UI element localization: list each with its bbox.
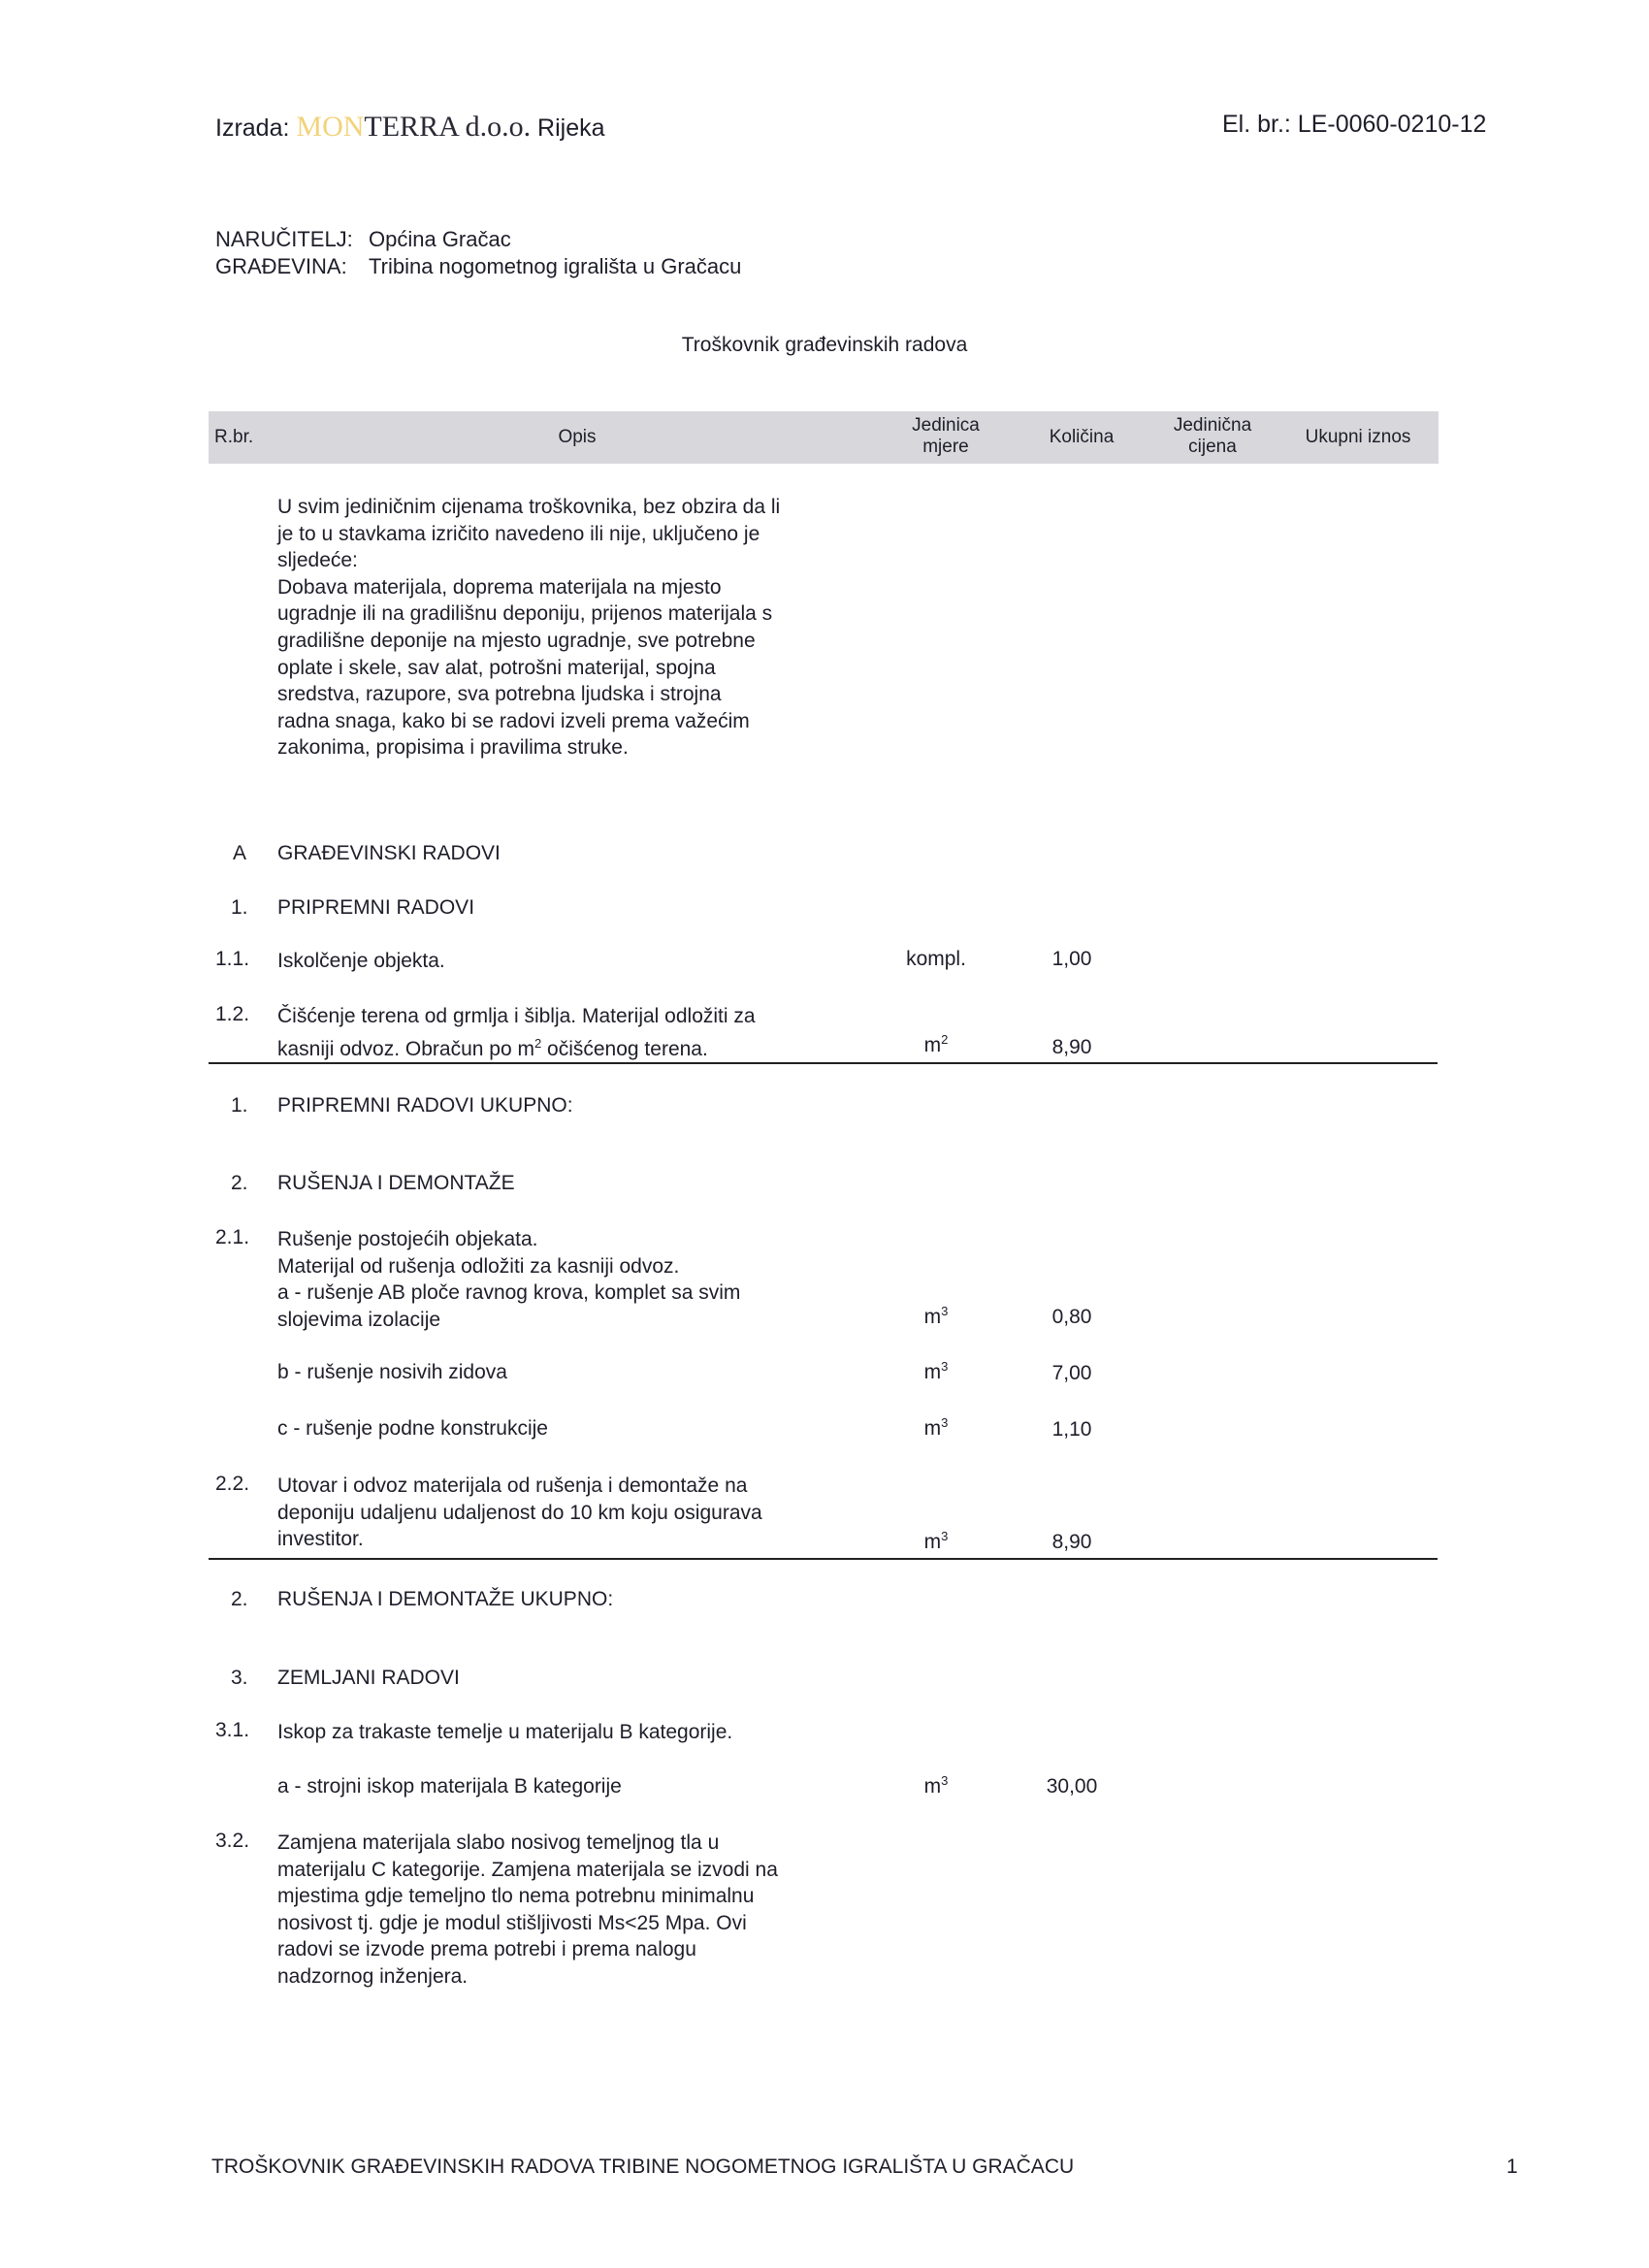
item-2-1c-text: c - rušenje podne konstrukcije <box>277 1417 548 1440</box>
item-3-2-text: Zamjena materijala slabo nosivog temeljnog tla u materijalu C kategorije. Zamjena materijala se izvodi na mjestima gdje temeljno tlo nema potrebnu minimalnu nosivost tj. gdje je modul stišljivosti Ms<25 Mpa. Ovi radovi se izvode prema potrebi i prema nalogu nadzornog inženjera. <box>277 1831 778 1988</box>
section-a-num: A <box>233 842 247 864</box>
client-label: NARUČITELJ: <box>215 227 353 251</box>
col-jedinicna-cijena: Jedinična cijena <box>1173 415 1252 457</box>
item-3-1a-unit: $m^3$ <box>923 1773 949 1798</box>
item-1-1-unit: kompl. <box>906 948 966 970</box>
divider <box>209 1062 1438 1064</box>
document-number: El. br.: LE-0060-0210-12 <box>1222 111 1487 138</box>
item-2-2-text: Utovar i odvoz materijala od rušenja i demontaže na deponiju udaljenu udaljenost do 10 km koju osigurava investitor. <box>277 1474 762 1551</box>
page-footer: TROŠKOVNIK GRAĐEVINSKIH RADOVA TRIBINE NOGOMETNOG IGRALIŠTA U GRAČACU <box>211 2155 1075 2178</box>
intro-paragraph: U svim jediničnim cijenama troškovnika, bez obzira da li je to u stavkama izričito navedeno ili nije, uključeno je sljedeće: Dobava materijala, doprema materijala na mjesto ugradnje ili na gradilišnu deponiju, prijenos materijala s gradilišne deponije na mjesto ugradnje, sve potrebne oplate i skele, sav alat, potrošni materijal, spojna sredstva, razupore, sva potrebna ljudska i strojna radna snaga, kako bi se radovi izveli prema važećim zakonima, propisima i pravilima struke. <box>277 496 781 760</box>
item-1-1-num: 1.1. <box>215 948 250 970</box>
section-2-total-num: 2. <box>231 1588 248 1610</box>
building-label: GRAĐEVINA: <box>215 254 347 278</box>
section-1-title: PRIPREMNI RADOVI <box>277 896 475 919</box>
item-3-1-text: Iskop za trakaste temelje u materijalu B kategorije. <box>277 1721 733 1743</box>
item-2-1b-unit: $m^3$ <box>923 1359 949 1383</box>
item-2-1a-unit: $m^3$ <box>923 1304 949 1328</box>
col-opis: Opis <box>558 427 597 447</box>
client-value: Općina Gračac <box>369 227 511 251</box>
item-3-2-num: 3.2. <box>215 1830 250 1852</box>
item-2-1b-text: b - rušenje nosivih zidova <box>277 1361 507 1383</box>
item-2-1a-qty: 0,80 <box>1051 1306 1092 1328</box>
section-2-num: 2. <box>231 1172 248 1194</box>
item-2-1b-qty: 7,00 <box>1051 1362 1092 1384</box>
page-number: 1 <box>1506 2155 1518 2178</box>
section-3-title: ZEMLJANI RADOVI <box>277 1667 460 1689</box>
section-1-total: PRIPREMNI RADOVI UKUPNO: <box>277 1094 573 1117</box>
section-1-total-num: 1. <box>231 1094 248 1117</box>
item-1-2-qty: 8,90 <box>1051 1036 1092 1058</box>
item-3-1a-text: a - strojni iskop materijala B kategorije <box>277 1775 622 1798</box>
col-ukupni-iznos: Ukupni iznos <box>1305 427 1411 447</box>
company-line <box>215 111 605 144</box>
page-title: Troškovnik građevinskih radova <box>681 334 968 356</box>
item-2-2-qty: 8,90 <box>1051 1531 1092 1553</box>
item-2-1c-qty: 1,10 <box>1051 1418 1092 1441</box>
section-2-title: RUŠENJA I DEMONTAŽE <box>277 1172 515 1194</box>
item-2-1c-unit: $m^3$ <box>923 1415 949 1440</box>
item-2-1-num: 2.1. <box>215 1226 250 1248</box>
item-3-1-num: 3.1. <box>215 1719 250 1741</box>
section-3-num: 3. <box>231 1667 248 1689</box>
item-1-2-text: Čišćenje terena od grmlja i šiblja. Materijal odložiti za kasniji odvoz. Obračun po $m^2$ očišćenog terena. <box>277 1005 756 1060</box>
item-1-1-qty: 1,00 <box>1051 948 1092 970</box>
item-2-1-text: Rušenje postojećih objekata. Materijal od rušenja odložiti za kasniji odvoz. a - rušenje AB ploče ravnog krova, komplet sa svim slojevima izolacije <box>277 1228 741 1331</box>
building-line <box>215 254 741 279</box>
section-a-title: GRAĐEVINSKI RADOVI <box>277 842 501 864</box>
divider <box>209 1558 1438 1560</box>
item-1-1-text: Iskolčenje objekta. <box>277 950 445 972</box>
col-rbr: R.br. <box>214 427 254 447</box>
item-2-2-unit: $m^3$ <box>923 1529 949 1553</box>
city: Rijeka <box>537 114 605 142</box>
section-1-num: 1. <box>231 896 248 919</box>
table-header <box>209 411 1439 464</box>
item-1-2-num: 1.2. <box>215 1003 250 1025</box>
monterra-logo: MONTERRA d.o.o. <box>296 111 532 143</box>
col-jedinica: Jedinica mjere <box>912 415 980 457</box>
building-value: Tribina nogometnog igrališta u Gračacu <box>369 254 742 278</box>
item-3-1a-qty: 30,00 <box>1046 1775 1098 1798</box>
item-2-2-num: 2.2. <box>215 1473 250 1495</box>
col-kolicina: Količina <box>1049 427 1115 447</box>
client-line <box>215 227 511 252</box>
izrada-label: Izrada: <box>215 114 290 142</box>
item-1-2-unit: $m^2$ <box>923 1032 949 1056</box>
section-2-total: RUŠENJA I DEMONTAŽE UKUPNO: <box>277 1588 614 1610</box>
